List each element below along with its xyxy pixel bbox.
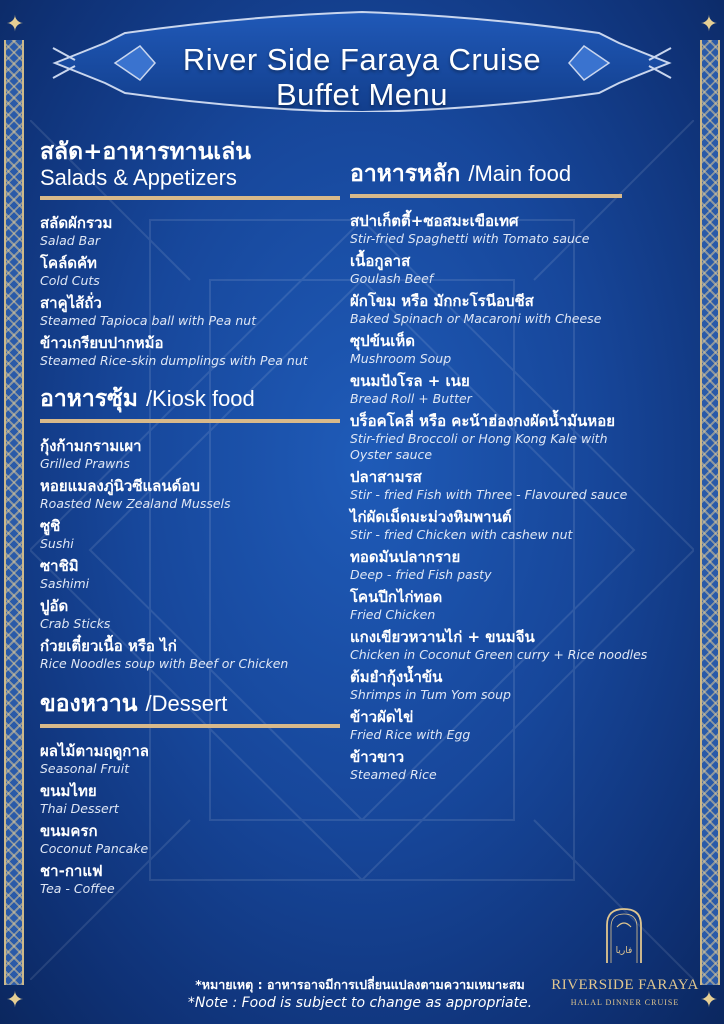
item-thai-name: ซาชิมิ [40,557,79,575]
item-thai-name: เนื้อกูลาส [350,252,411,270]
right-ornamental-border [700,40,720,985]
menu-item [40,557,340,592]
dessert-title-thai: ของหวาน [40,691,138,717]
menu-item [350,412,695,463]
corner-star-icon: ✦ [5,12,25,37]
divider [40,724,340,728]
item-thai-name: ผลไม้ตามฤดูกาล [40,742,149,760]
corner-star-icon: ✦ [5,988,25,1013]
item-english-name: Steamed Tapioca ball with Pea nut [40,313,257,328]
divider [350,194,622,198]
menu-item [350,708,695,743]
item-thai-name: โคล์ดคัท [40,254,97,272]
item-thai-name: ซุปข้นเห็ด [350,332,415,350]
menu-item [350,252,695,287]
left-column [40,138,340,902]
main-title-english: /Main food [468,161,572,186]
menu-item [40,254,340,289]
menu-item [350,748,695,783]
header-banner [45,8,679,112]
item-english-name: Baked Spinach or Macaroni with Cheese [350,311,602,326]
item-thai-name: ไก่ผัดเม็ดมะม่วงหิมพานต์ [350,508,512,526]
item-thai-name: ทอดมันปลากราย [350,548,461,566]
menu-item [350,628,695,663]
item-thai-name: ก๋วยเตี๋ยวเนื้อ หรือ ไก่ [40,637,177,655]
item-thai-name: ผักโขม หรือ มักกะโรนีอบชีส [350,292,534,310]
menu-item [40,214,340,249]
item-thai-name: ปูอัด [40,597,69,615]
menu-item [350,292,695,327]
menu-item [350,468,695,503]
divider [40,196,340,200]
menu-item [350,332,695,367]
right-column [350,160,695,788]
menu-item [40,517,340,552]
kiosk-list [40,437,340,672]
menu-title: River Side Faraya Cruise [182,42,542,77]
item-english-name: Thai Dessert [40,801,119,816]
logo-arabic-text: فاريا [615,946,633,956]
item-english-name: Steamed Rice [350,767,437,782]
item-thai-name: ชา-กาแฟ [40,862,103,880]
item-english-name: Seasonal Fruit [40,761,130,776]
item-english-name: Chicken in Coconut Green curry + Rice noodles [350,647,648,662]
salads-title-thai: สลัด+อาหารทานเล่น [40,139,251,165]
menu-item [40,862,340,897]
menu-item [350,588,695,623]
item-thai-name: แกงเขียวหวานไก่ + ขนมจีน [350,628,535,646]
item-thai-name: ขนมปังโรล + เนย [350,372,470,390]
menu-subtitle: Buffet Menu [275,77,449,112]
riverside-faraya-logo [545,905,705,1015]
item-thai-name: โคนปีกไก่ทอด [350,588,443,606]
item-english-name: Bread Roll + Butter [350,391,472,406]
divider [40,419,340,423]
item-english-name: Stir - fried Fish with Three - Flavoured sauce [350,487,628,502]
item-english-name: Fried Chicken [350,607,436,622]
main-title-thai: อาหารหลัก [350,161,461,187]
note-english: *Note : Food is subject to change as appropriate. [187,995,533,1011]
item-english-name: Stir-fried Broccoli or Hong Kong Kale with Oyster sauce [350,431,608,462]
menu-item [40,782,340,817]
item-english-name: Sushi [40,536,74,551]
menu-item [350,372,695,407]
item-thai-name: ขนมไทย [40,782,97,800]
menu-item [40,637,340,672]
item-english-name: Steamed Rice-skin dumplings with Pea nut [40,353,308,368]
item-thai-name: ข้าวเกรียบปากหม้อ [40,334,164,352]
item-thai-name: สลัดผักรวม [40,214,113,232]
salads-list [40,214,340,369]
salads-section-header [40,138,340,200]
logo-emblem-icon [603,905,645,967]
item-thai-name: สปาเก็ตตี้+ซอสมะเขือเทศ [350,212,519,230]
item-thai-name: บร็อคโคลี่ หรือ คะน้าฮ่องกงผัดน้ำมันหอย [350,412,615,430]
menu-item [350,212,695,247]
item-thai-name: ข้าวผัดไข่ [350,708,414,726]
dessert-title-english: /Dessert [145,691,228,716]
item-thai-name: ขนมครก [40,822,98,840]
corner-star-icon: ✦ [699,988,719,1013]
menu-item [350,668,695,703]
item-english-name: Mushroom Soup [350,351,452,366]
item-english-name: Deep - fried Fish pasty [350,567,492,582]
note-thai: *หมายเหตุ : อาหารอาจมีการเปลี่ยนแปลงตามความเหมาะสม [195,977,525,992]
item-english-name: Coconut Pancake [40,841,149,856]
logo-tagline: HALAL DINNER CRUISE [570,998,680,1007]
item-english-name: Salad Bar [40,233,101,248]
item-thai-name: สาคูไส้ถั่ว [40,294,102,312]
item-english-name: Stir-fried Spaghetti with Tomato sauce [350,231,590,246]
menu-item [40,822,340,857]
menu-item [40,477,340,512]
item-english-name: Grilled Prawns [40,456,130,471]
logo-name: RIVERSIDE FARAYA [551,977,699,993]
menu-item [40,742,340,777]
item-english-name: Sashimi [40,576,90,591]
salads-title-english: Salads & Appetizers [40,165,237,190]
item-thai-name: หอยแมลงภู่นิวซีแลนด์อบ [40,477,200,495]
main-section-header [350,160,695,198]
item-thai-name: ปลาสามรส [350,468,422,486]
menu-item [40,597,340,632]
item-english-name: Rice Noodles soup with Beef or Chicken [40,656,289,671]
item-thai-name: กุ้งก้ามกรามเผา [40,437,142,455]
kiosk-title-english: /Kiosk food [145,386,255,411]
menu-item [40,294,340,329]
dessert-list [40,742,340,897]
main-list [350,212,695,783]
left-ornamental-border [4,40,24,985]
menu-item [350,548,695,583]
item-english-name: Roasted New Zealand Mussels [40,496,231,511]
item-english-name: Shrimps in Tum Yom soup [350,687,511,702]
kiosk-section-header [40,385,340,423]
item-thai-name: ซูชิ [40,517,61,535]
kiosk-title-thai: อาหารซุ้ม [40,386,138,412]
dessert-section-header [40,690,340,728]
menu-item [350,508,695,543]
item-thai-name: ข้าวขาว [350,748,405,766]
item-english-name: Goulash Beef [350,271,434,286]
corner-star-icon: ✦ [699,12,719,37]
item-thai-name: ต้มยำกุ้งน้ำข้น [350,668,443,686]
item-english-name: Cold Cuts [40,273,100,288]
item-english-name: Tea - Coffee [40,881,115,896]
menu-item [40,334,340,369]
item-english-name: Stir - fried Chicken with cashew nut [350,527,573,542]
item-english-name: Fried Rice with Egg [350,727,471,742]
item-english-name: Crab Sticks [40,616,111,631]
menu-item [40,437,340,472]
